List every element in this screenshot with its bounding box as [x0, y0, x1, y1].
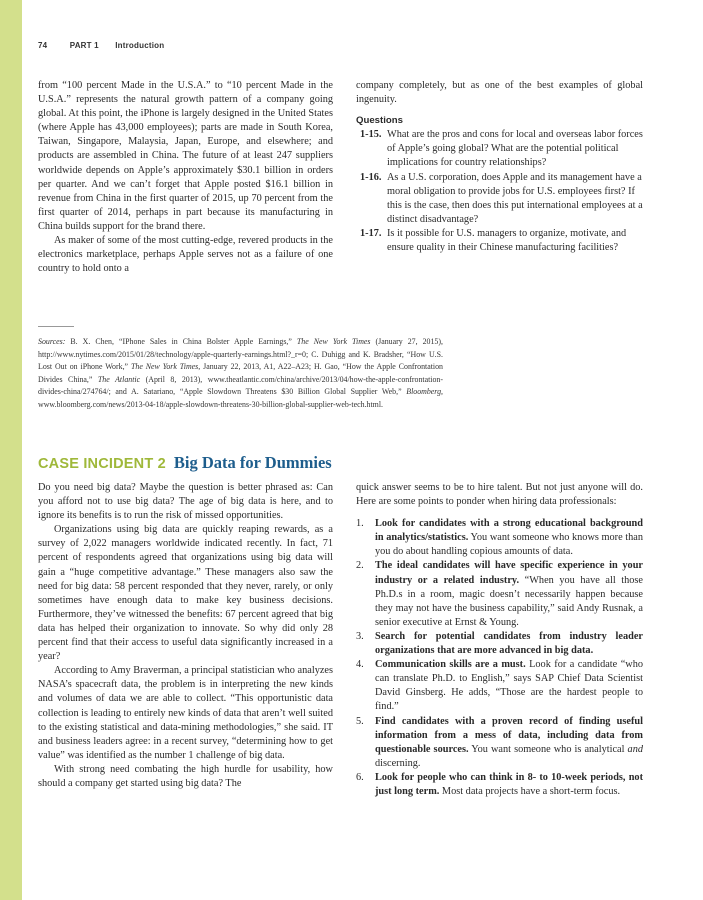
list-text: You want someone who knows more than you do about handling copious amounts of data.	[375, 532, 643, 558]
list-bold-text: Look for candidates with a strong educational background in analytics/statistics.	[375, 518, 643, 544]
publication-name: The New York Times	[296, 337, 371, 346]
list-bold-text: Find candidates with a proven record of finding useful information from a mess of data, including data from questionable sources.	[375, 715, 643, 755]
list-number: 1.	[356, 518, 364, 530]
body-paragraph: With strong need combating the high hurdle for usability, how should a company get started using big data? The	[38, 763, 333, 789]
list-text: Most data projects have a short-term focus.	[439, 785, 621, 797]
list-item	[356, 559, 643, 629]
body-paragraph: from “100 percent Made in the U.S.A.” to “10 percent Made in the U.S.A.” represents the natural growth pattern of a company going global. At this point, the iPhone is largely designed in the United States (where Apple has 43,000 employees); parts are made in South Korea, Taiwan, Singapore, Malaysia, Japan, Europe, and elsewhere; and products are assembled in China. The future of at least 247 suppliers worldwide depends on Apple’s approximately $30.1 billion in orders per quarter. And we can’t forget that Apple posted $16.1 billion in revenue from China in the first quarter of 2015, up 70 percent from the first quarter of 2014, perhaps in part because its manufacturing in China builds support for the brand there.	[38, 80, 333, 232]
top-left-column	[38, 79, 333, 276]
body-paragraph: company completely, but as one of the best examples of global ingenuity.	[356, 80, 643, 106]
list-text: You want someone who is analytical	[468, 743, 628, 755]
body-paragraph: Do you need big data? Maybe the question is better phrased as: Can you afford not to use big data? The age of big data is here, and to ignore its benefits is to run the risk of missed opportunities.	[38, 482, 333, 522]
question-item	[356, 171, 643, 227]
source-text: (April 8, 2013), www.theatlantic.com/china/archive/2013/04/how-the-apple-confrontation-divides-china/274764/; and A. Satariano, “Apple Slowdown Threatens $30 Billion Global Supplier Web,”	[38, 374, 443, 397]
list-text: Look for a candidate “who can translate Ph.D. to English,” says SAP Chief Data Scientist David Ginsberg. He adds, “Those are the hardest people to find.”	[375, 659, 643, 713]
source-text: (January 27, 2015), http://www.nytimes.com/2015/01/28/technology/apple-quarterly-earnings.html?_r=0; C. Duhigg and K. Bradsher, “How U.S. Lost Out on iPhone Work,”	[38, 337, 443, 372]
list-bold-text: The ideal candidates will have specific experience in your industry or a related industry.	[375, 560, 643, 586]
body-paragraph: According to Amy Braverman, a principal statistician who analyzes NASA’s spacecraft data, the problem is in interpreting the new kinds and volumes of data we are able to collect. “This opportunistic data collection is leading to entirely new kinds of data that aren’t well suited to the existing statistical and data-mining methodologies,” she said. IT and business leaders agree: in a recent survey, “determining how to get value” was identified as the number 1 challenge of big data.	[38, 665, 333, 761]
source-text: B. X. Chen, “IPhone Sales in China Bolster Apple Earnings,”	[65, 337, 297, 346]
list-item	[356, 771, 643, 799]
question-number: 1-15.	[360, 129, 382, 141]
case-title: Big Data for Dummies	[173, 453, 332, 472]
list-emphasis: and	[627, 743, 643, 755]
running-header	[38, 41, 164, 50]
question-text: What are the pros and cons for local and overseas labor forces of Apple’s going global? What are the potential political implications for country relationships?	[387, 129, 643, 169]
list-text: discerning.	[375, 757, 421, 769]
question-number: 1-17.	[360, 227, 382, 239]
list-item	[356, 517, 643, 559]
publication-name: The New York Times	[130, 362, 199, 372]
question-item	[356, 128, 643, 170]
list-number: 2.	[356, 560, 364, 572]
list-item	[356, 658, 643, 714]
case-right-column	[356, 481, 643, 799]
body-paragraph: quick answer seems to be to hire talent. But not just anyone will do. Here are some points to ponder when hiring data professionals:	[356, 482, 643, 508]
case-left-column	[38, 481, 333, 791]
case-label: CASE INCIDENT 2	[38, 456, 166, 472]
top-right-column	[356, 79, 643, 255]
list-item	[356, 630, 643, 658]
list-text: “When you have all those Ph.D.s in a room, magic doesn’t necessarily happen because they may not have the business capability,” said Andy Rusnak, a senior executive at Ernst & Young.	[375, 574, 643, 628]
list-bold-text: Search for potential candidates from industry leader organizations that are more advanced in big data.	[375, 630, 643, 657]
sources-note	[38, 336, 443, 412]
list-number: 4.	[356, 659, 364, 671]
questions-heading: Questions	[356, 115, 403, 127]
part-label: PART 1	[69, 41, 99, 50]
question-number: 1-16.	[360, 171, 382, 183]
list-bold-text: Communication skills are a must.	[375, 659, 526, 671]
case-incident-heading	[38, 453, 332, 473]
publication-name: The Atlantic	[97, 374, 141, 384]
list-number: 3.	[356, 630, 364, 642]
body-paragraph: Organizations using big data are quickly reaping rewards, as a survey of 2,022 managers worldwide indicated recently. In fact, 71 percent of respondents agreed that organizations using big data will gain a “huge competitive advantage.” These managers also saw the need for big data: 58 percent responded that they never, rarely, or only sometimes have enough data to make key business decisions. Furthermore, they’ve witnessed the benefits: 67 percent agreed that big data has helped their organization to innovate. So why did only 28 percent find that their access to useful data significantly increased in a year?	[38, 524, 333, 663]
publication-name: Bloomberg,	[406, 387, 443, 397]
source-text: , January 22, 2013, A1, A22–A23; H. Gao, “How the Apple Confrontation Divides China,”	[38, 362, 444, 384]
question-item	[356, 227, 643, 255]
sources-divider	[38, 326, 74, 327]
question-text: As a U.S. corporation, does Apple and its management have a moral obligation to provide jobs for U.S. employees first? If this is the case, then does this put international employees at a distinct disadvantage?	[387, 171, 643, 225]
body-paragraph: As maker of some of the most cutting-edge, revered products in the electronics marketplace, perhaps Apple serves not as a failure of one country to hold onto a	[38, 235, 333, 275]
list-number: 6.	[356, 771, 364, 783]
page-number: 74	[38, 41, 48, 50]
sources-label: Sources:	[38, 337, 66, 346]
section-label: Introduction	[115, 41, 165, 50]
question-text: Is it possible for U.S. managers to organize, motivate, and ensure quality in their Chinese manufacturing facilities?	[387, 227, 627, 254]
list-bold-text: Look for people who can think in 8- to 10-week periods, not just long term.	[375, 771, 643, 797]
margin-strip	[0, 0, 22, 900]
list-number: 5.	[356, 715, 364, 727]
source-text: www.bloomberg.com/news/2013-04-18/apple-slowdown-threatens-30-billion-global-supplier-web-tech.html.	[38, 399, 383, 409]
list-item	[356, 715, 643, 771]
